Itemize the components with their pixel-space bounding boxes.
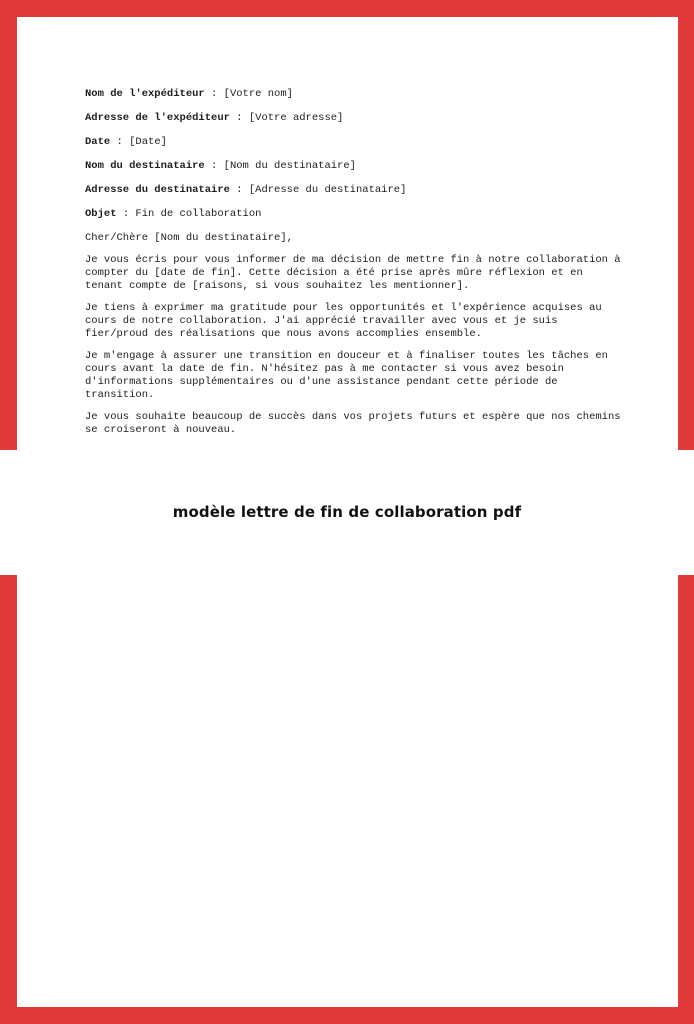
paragraph-intro: Je vous écris pour vous informer de ma décision de mettre fin à notre collaboration à compter du [date de fin]. Cette décision a été prise après mûre réflexion et en tenant compte de [raisons, si vous souhaitez les mentionner]. xyxy=(85,254,621,292)
letter-body xyxy=(85,88,625,446)
sender-address-field xyxy=(85,112,625,125)
paragraph-closing: Je vous souhaite beaucoup de succès dans vos projets futurs et espère que nos chemins se croiseront à nouveau. xyxy=(85,411,621,436)
caption-title: modèle lettre de fin de collaboration pdf xyxy=(172,503,522,521)
paragraph-transition: Je m'engage à assurer une transition en douceur et à finaliser toutes les tâches en cours avant la date de fin. N'hésitez pas à me contacter si vous avez besoin d'informations supplémentaires ou d'une assistance pendant cette période de transition. xyxy=(85,350,608,401)
recipient-address-field xyxy=(85,184,625,197)
field-label: Date xyxy=(85,136,111,148)
field-value: [Votre nom] xyxy=(223,88,293,100)
field-value: [Nom du destinataire] xyxy=(223,160,356,172)
field-separator: : xyxy=(229,184,249,196)
recipient-name-field xyxy=(85,160,625,173)
field-separator: : xyxy=(204,88,224,100)
field-value: [Votre adresse] xyxy=(248,112,344,124)
field-separator: : xyxy=(116,208,136,220)
field-label: Adresse du destinataire xyxy=(85,184,230,196)
field-separator: : xyxy=(110,136,130,148)
salutation: Cher/Chère [Nom du destinataire], xyxy=(85,232,293,244)
field-value: [Date] xyxy=(129,136,167,148)
field-separator: : xyxy=(229,112,249,124)
field-value: Fin de collaboration xyxy=(135,208,262,220)
subject-field xyxy=(85,208,625,221)
field-value: [Adresse du destinataire] xyxy=(248,184,407,196)
field-label: Adresse de l'expéditeur xyxy=(85,112,230,124)
field-label: Nom du destinataire xyxy=(85,160,205,172)
field-separator: : xyxy=(204,160,224,172)
paragraph-gratitude: Je tiens à exprimer ma gratitude pour les opportunités et l'expérience acquises au cours de notre collaboration. J'ai apprécié travailler avec vous et je suis fier/proud des réalisations que nous avons accomplies ensemble. xyxy=(85,302,602,340)
sender-name-field xyxy=(85,88,625,101)
date-field xyxy=(85,136,625,149)
field-label: Nom de l'expéditeur xyxy=(85,88,205,100)
field-label: Objet xyxy=(85,208,117,220)
